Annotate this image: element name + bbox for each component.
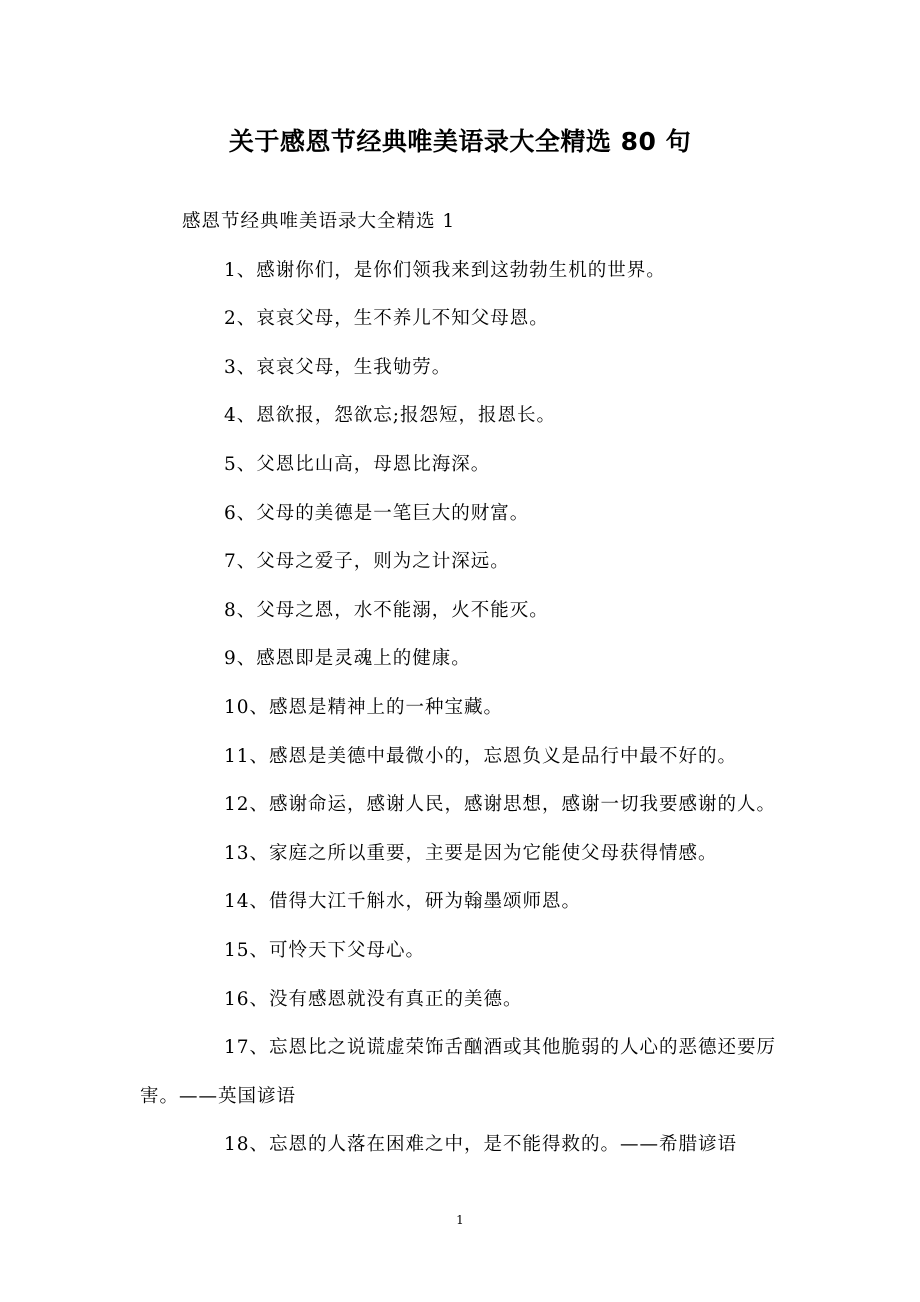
quote-item [140,392,785,441]
document-body [140,198,785,1170]
quote-item [140,587,785,636]
quote-item [140,635,785,684]
item-number: 3、 [224,356,257,378]
quote-item [140,733,785,782]
quote-item [140,1024,785,1121]
item-number: 14、 [224,891,270,913]
item-number: 8、 [224,599,257,621]
quote-item [140,781,785,830]
quote-item [140,247,785,296]
quote-item [140,441,785,490]
item-text: 家庭之所以重要，主要是因为它能使父母获得情感。 [269,842,718,864]
item-text: 忘恩的人落在困难之中，是不能得救的。——希腊谚语 [269,1134,738,1156]
item-text: 感恩即是灵魂上的健康。 [256,648,471,670]
item-number: 16、 [224,988,270,1010]
item-number: 13、 [224,842,270,864]
item-number: 17、 [224,1037,270,1059]
quote-item [140,684,785,733]
item-text: 感谢你们，是你们领我来到这勃勃生机的世界。 [256,259,666,281]
item-text: 恩欲报，怨欲忘;报怨短，报恩长。 [256,405,557,427]
item-text: 感恩是精神上的一种宝藏。 [269,696,504,718]
page-number: 1 [456,1213,464,1227]
item-text: 父母的美德是一笔巨大的财富。 [256,502,530,524]
item-number: 12、 [224,794,270,816]
section-heading: 感恩节经典唯美语录大全精选 1 [182,211,456,232]
item-text: 感恩是美德中最微小的，忘恩负义是品行中最不好的。 [269,745,738,767]
quote-item [140,490,785,539]
item-text: 感谢命运，感谢人民，感谢思想，感谢一切我要感谢的人。 [269,794,777,816]
item-text: 忘恩比之说谎虚荣饰舌酗酒或其他脆弱的人心的恶德还要厉害。——英国谚语 [140,1037,777,1107]
item-number: 5、 [224,453,257,475]
quote-item [140,1121,785,1170]
quote-item [140,927,785,976]
item-number: 15、 [224,939,270,961]
item-text: 哀哀父母，生不养儿不知父母恩。 [256,308,549,330]
quote-item [140,538,785,587]
quote-item [140,976,785,1025]
item-number: 11、 [224,745,270,767]
quote-item [140,344,785,393]
item-number: 18、 [224,1134,270,1156]
item-text: 父母之爱子，则为之计深远。 [256,551,510,573]
item-text: 借得大江千斛水，研为翰墨颂师恩。 [269,891,582,913]
item-text: 哀哀父母，生我劬劳。 [256,356,452,378]
item-number: 7、 [224,551,257,573]
quote-item [140,295,785,344]
item-text: 父母之恩，水不能溺，火不能灭。 [256,599,549,621]
item-number: 2、 [224,308,257,330]
document-title: 关于感恩节经典唯美语录大全精选 80 句 [228,127,692,156]
item-text: 可怜天下父母心。 [269,939,426,961]
item-number: 6、 [224,502,257,524]
quote-item [140,830,785,879]
item-text: 父恩比山高，母恩比海深。 [256,453,491,475]
item-number: 1、 [224,259,257,281]
item-number: 4、 [224,405,257,427]
item-text: 没有感恩就没有真正的美德。 [269,988,523,1010]
item-number: 9、 [224,648,257,670]
item-number: 10、 [224,696,270,718]
quote-item [140,878,785,927]
